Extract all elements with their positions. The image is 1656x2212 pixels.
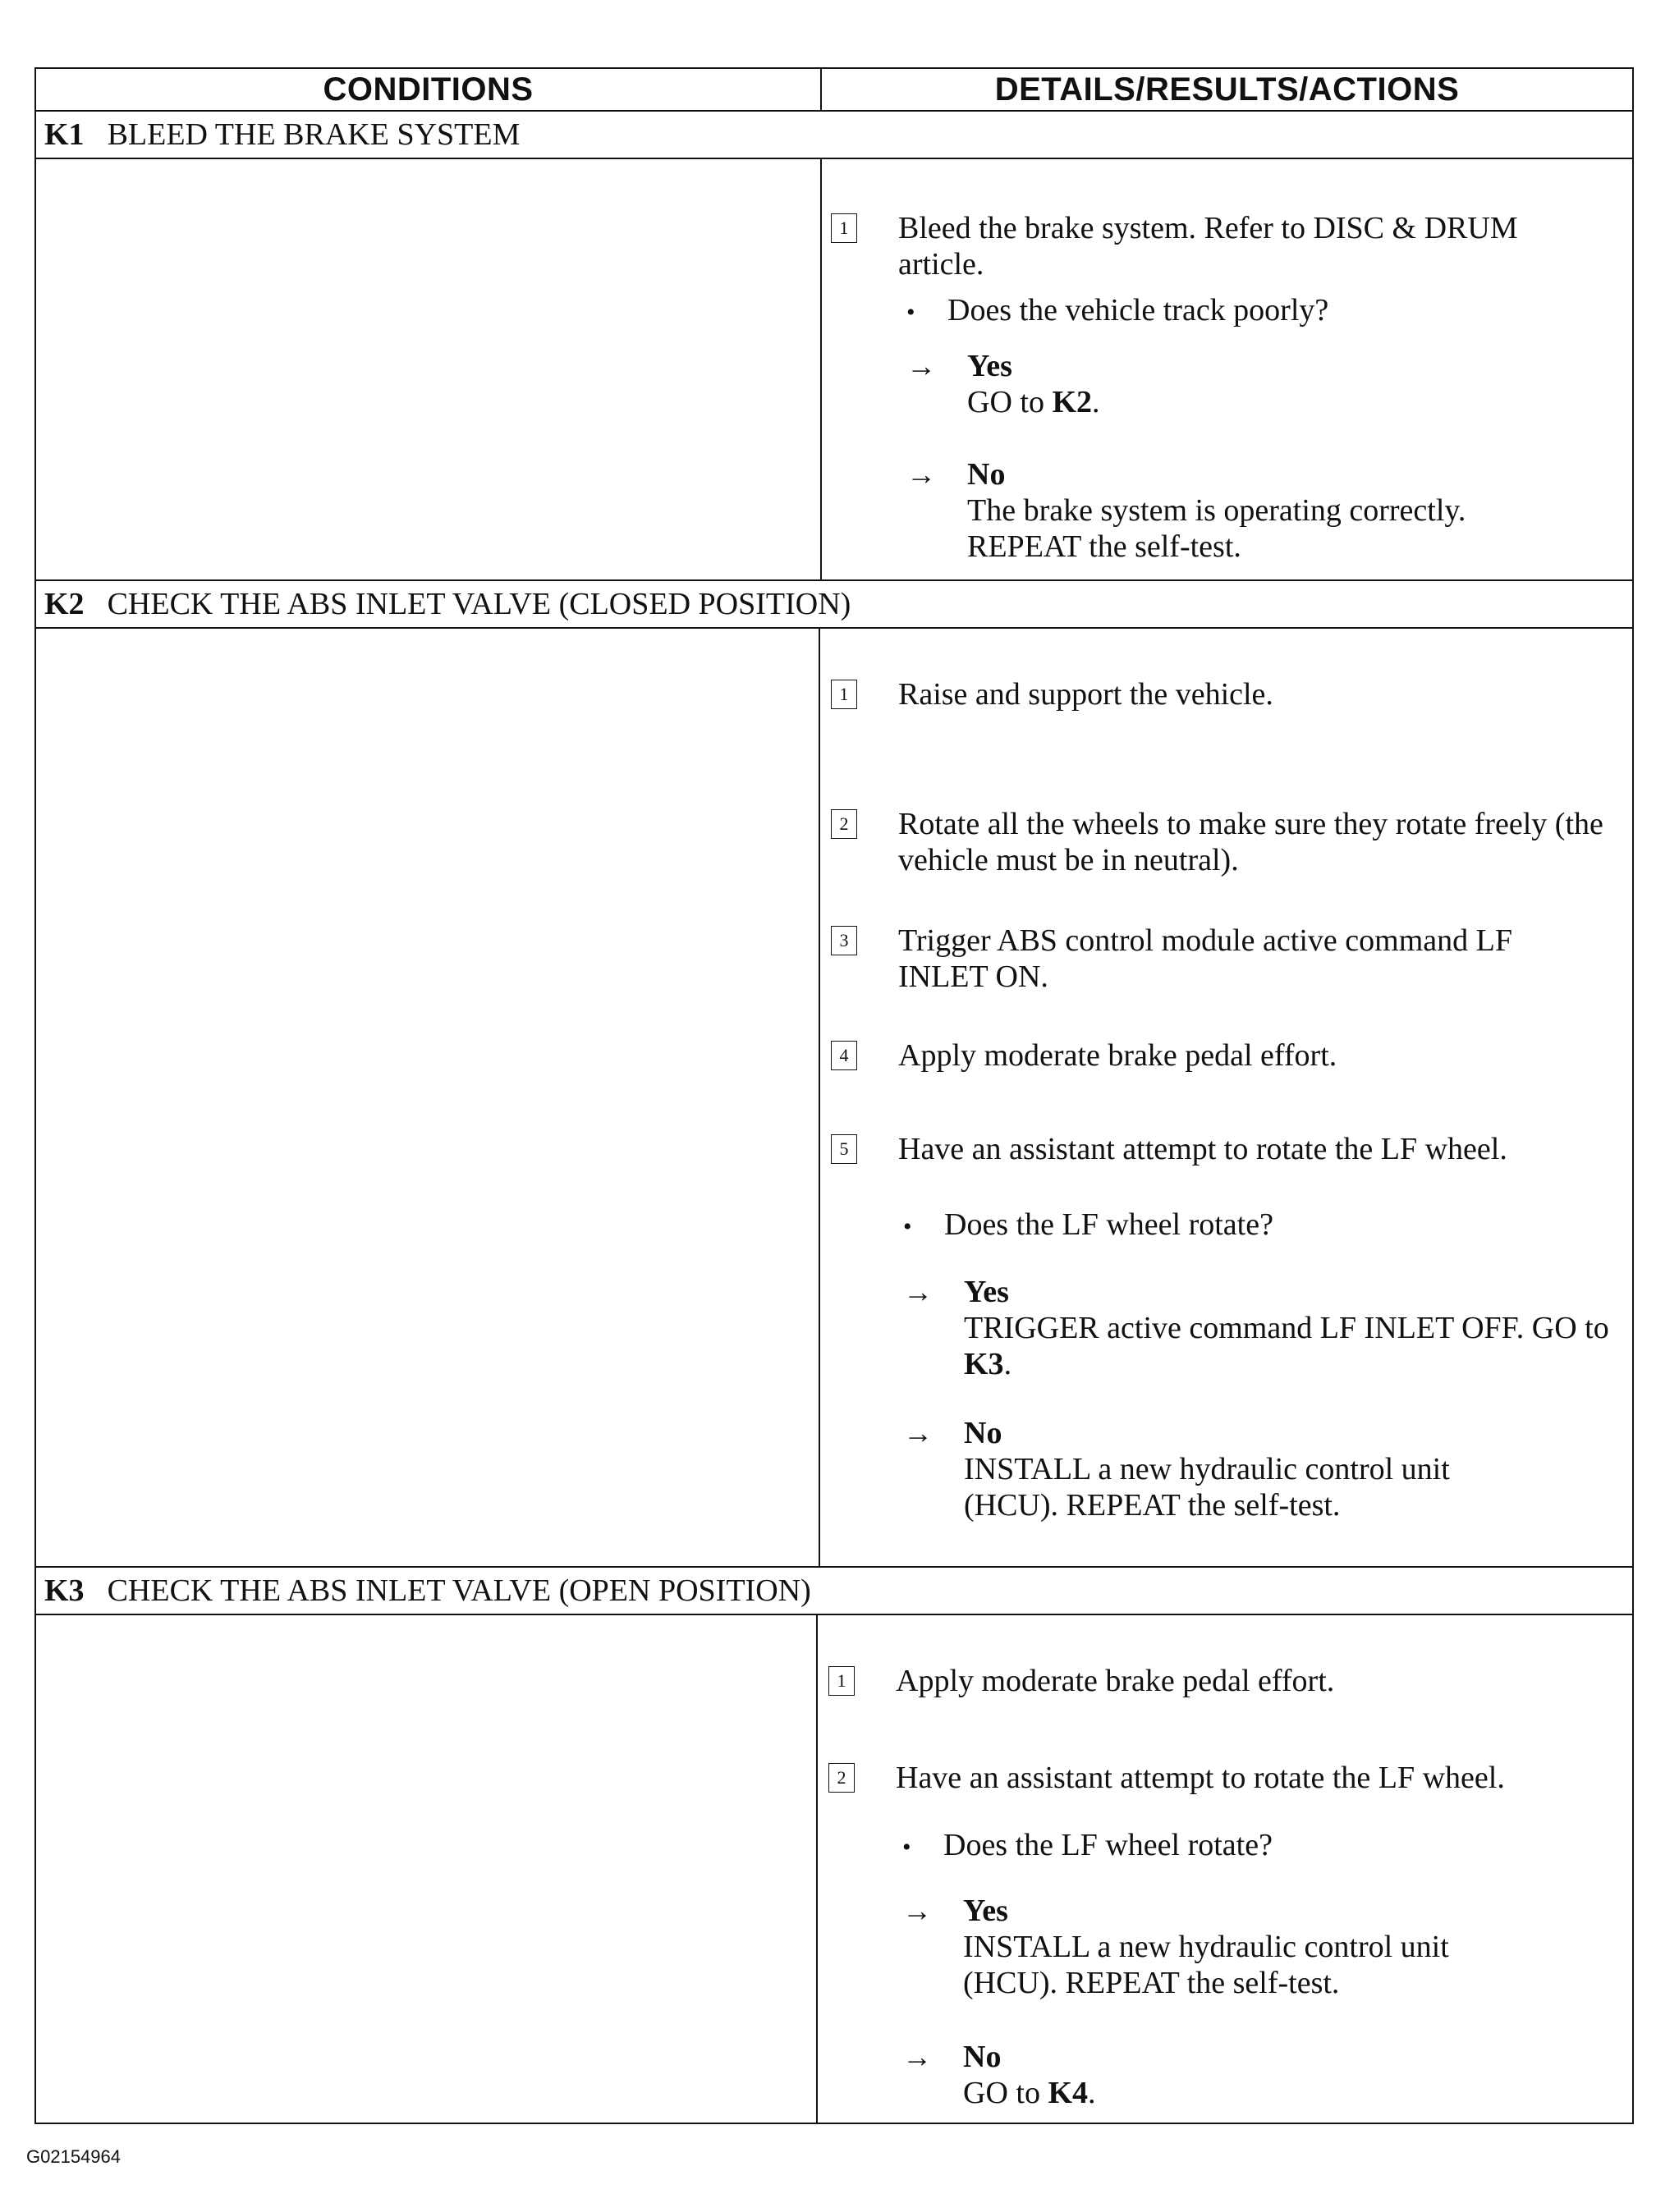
rule <box>36 1614 1632 1615</box>
step-text: Have an assistant attempt to rotate the LF wheel. <box>896 1761 1505 1795</box>
diagnostic-table <box>34 67 1634 2124</box>
goto-ref: K2 <box>1052 385 1093 419</box>
section-title: BLEED THE BRAKE SYSTEM <box>107 117 521 152</box>
goto-ref: K4 <box>1048 2076 1089 2110</box>
step-text: Apply moderate brake pedal effort. <box>898 1038 1337 1073</box>
arrow-right-icon: → <box>902 1894 932 1927</box>
section-title: CHECK THE ABS INLET VALVE (CLOSED POSITION) <box>107 587 851 621</box>
step-number-box: 5 <box>831 1134 857 1164</box>
step-number-box: 1 <box>828 1666 855 1696</box>
section-code: K1 <box>44 117 85 152</box>
yes-outcome <box>902 1893 1625 2001</box>
step-item <box>831 1037 1623 1074</box>
rule <box>36 158 1632 159</box>
step-text: Raise and support the vehicle. <box>898 677 1273 712</box>
step-number-box: 2 <box>828 1763 855 1793</box>
question <box>906 292 1612 331</box>
step-number-box: 1 <box>831 213 857 243</box>
step-item <box>831 1131 1623 1167</box>
conditions-header: CONDITIONS <box>323 71 534 108</box>
step-text: Have an assistant attempt to rotate the LF wheel. <box>898 1132 1507 1166</box>
section-code: K3 <box>44 1573 85 1608</box>
yes-outcome <box>903 1274 1626 1382</box>
step-number-box: 1 <box>831 680 857 709</box>
arrow-right-icon: → <box>906 458 936 491</box>
bullet-icon: • <box>906 299 915 326</box>
section-header-k3 <box>44 1568 811 1614</box>
yes-label: Yes <box>967 349 1012 383</box>
no-action: The brake system is operating correctly. REPEAT the self-test. <box>967 493 1466 564</box>
arrow-right-icon: → <box>903 1275 933 1308</box>
section-title: CHECK THE ABS INLET VALVE (OPEN POSITION) <box>107 1573 811 1608</box>
section-header-k1 <box>44 112 520 158</box>
figure-id: G02154964 <box>26 2146 121 2167</box>
yes-label: Yes <box>964 1275 1009 1309</box>
question-text: Does the vehicle track poorly? <box>947 293 1329 327</box>
bullet-icon: • <box>903 1213 912 1240</box>
no-action: GO to K4. <box>963 2076 1096 2110</box>
yes-label: Yes <box>963 1894 1008 1928</box>
no-label: No <box>967 457 1006 492</box>
yes-outcome <box>906 348 1612 420</box>
goto-ref: K3 <box>964 1347 1004 1381</box>
column-divider <box>816 1614 818 2123</box>
step-item <box>831 923 1623 995</box>
step-item <box>828 1760 1621 1796</box>
step-number-box: 4 <box>831 1041 857 1070</box>
step-text: Bleed the brake system. Refer to DISC & DRUM article. <box>898 211 1518 282</box>
step-text: Rotate all the wheels to make sure they rotate freely (the vehicle must be in neutral). <box>898 807 1603 877</box>
no-label: No <box>964 1416 1002 1450</box>
question-text: Does the LF wheel rotate? <box>944 1207 1273 1242</box>
question <box>903 1207 1609 1245</box>
step-number-box: 3 <box>831 926 857 955</box>
no-outcome <box>903 1415 1626 1523</box>
arrow-right-icon: → <box>902 2040 932 2073</box>
step-item <box>831 210 1619 282</box>
section-header-k2 <box>44 581 851 627</box>
arrow-right-icon: → <box>903 1417 933 1449</box>
step-item <box>831 676 1623 712</box>
step-text: Apply moderate brake pedal effort. <box>896 1664 1335 1698</box>
step-item <box>831 806 1623 878</box>
step-number-box: 2 <box>831 809 857 839</box>
no-label: No <box>963 2040 1002 2074</box>
no-outcome <box>902 2039 1625 2111</box>
yes-action: GO to K2. <box>967 385 1100 419</box>
section-code: K2 <box>44 587 85 621</box>
column-divider <box>819 627 820 1566</box>
column-divider <box>820 69 822 110</box>
rule <box>36 627 1632 629</box>
question <box>902 1827 1608 1866</box>
yes-action: TRIGGER active command LF INLET OFF. GO to K3. <box>964 1311 1609 1381</box>
question-text: Does the LF wheel rotate? <box>943 1828 1273 1862</box>
bullet-icon: • <box>902 1834 911 1861</box>
step-item <box>828 1663 1621 1699</box>
step-text: Trigger ABS control module active command LF INLET ON. <box>898 923 1512 994</box>
column-divider <box>820 158 822 579</box>
no-action: INSTALL a new hydraulic control unit (HCU). REPEAT the self-test. <box>964 1452 1450 1523</box>
no-outcome <box>906 456 1612 565</box>
yes-action: INSTALL a new hydraulic control unit (HCU). REPEAT the self-test. <box>963 1930 1449 2000</box>
arrow-right-icon: → <box>906 350 936 382</box>
details-header: DETAILS/RESULTS/ACTIONS <box>994 71 1460 108</box>
